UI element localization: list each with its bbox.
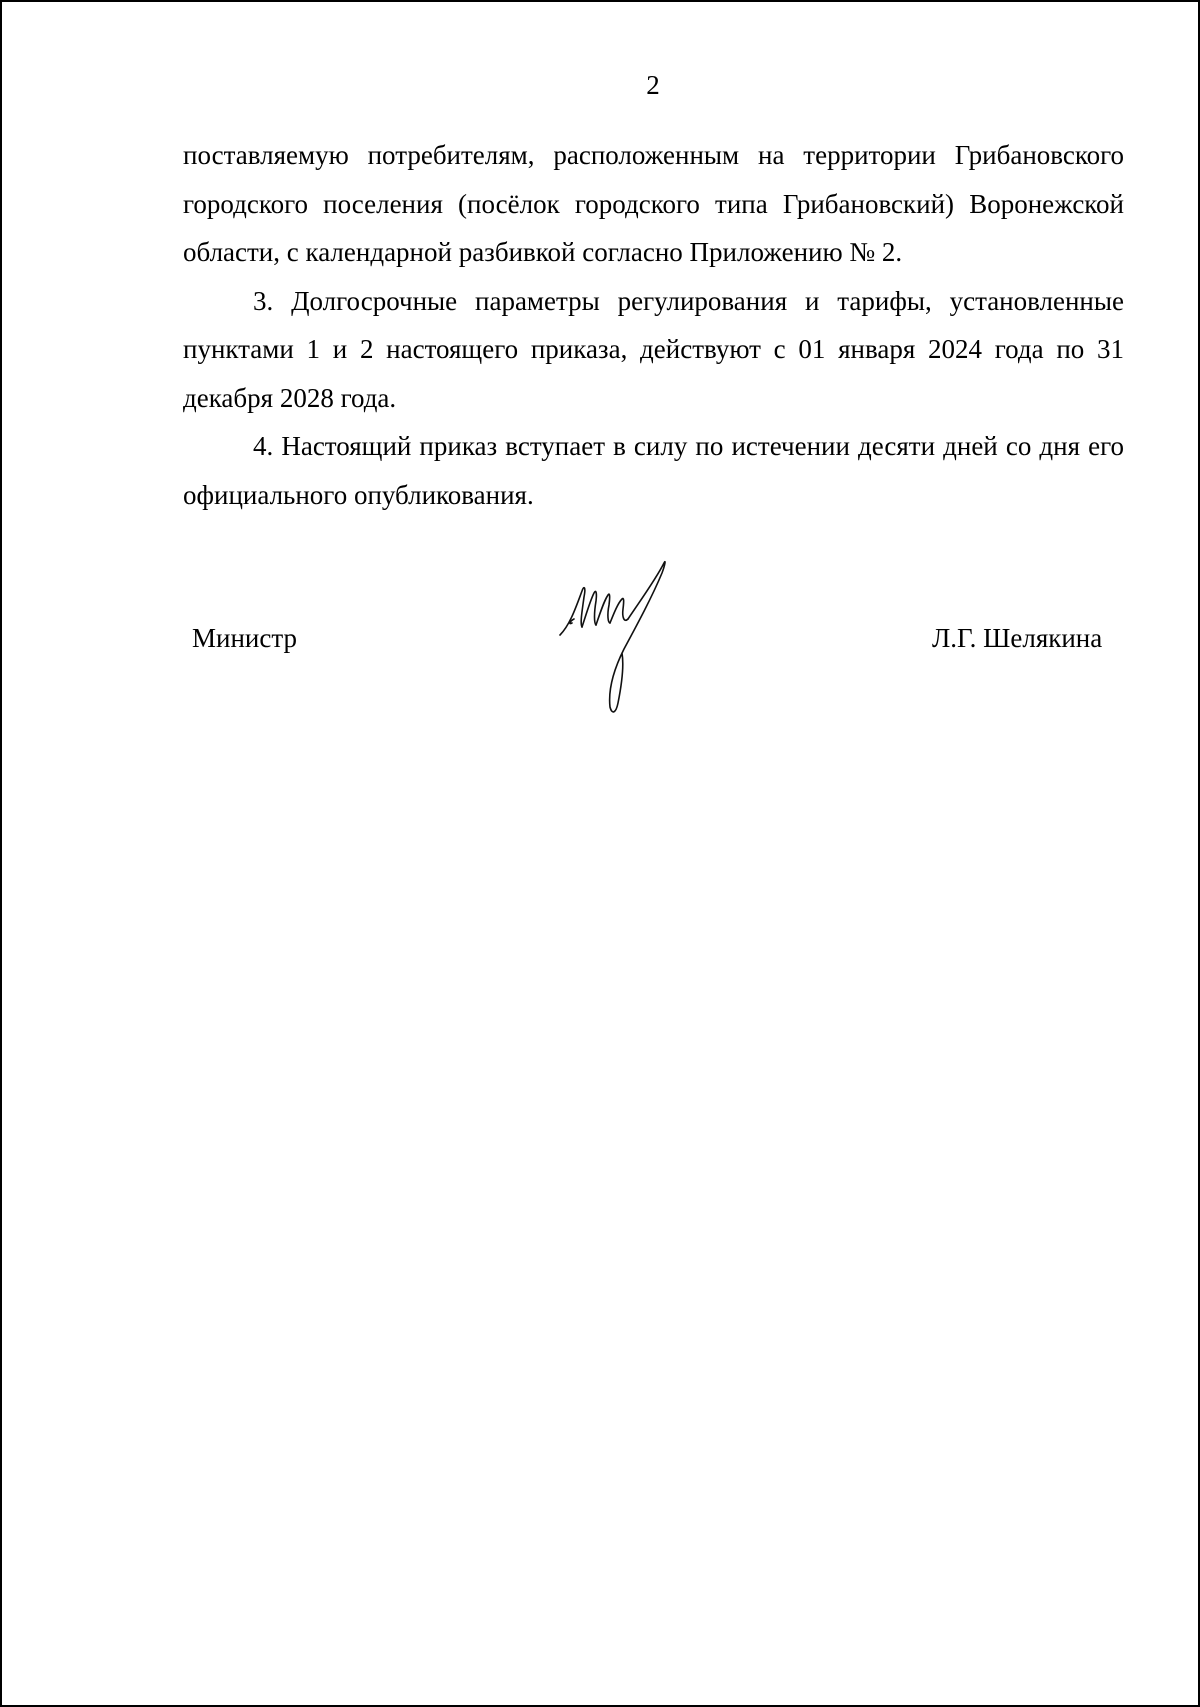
signatory-title: Министр <box>192 623 297 653</box>
page-number: 2 <box>646 70 660 100</box>
paragraph-item-3: 3. Долгосрочные параметры регулирования и тарифы, установленные пунктами 1 и 2 настоящего приказа, действуют с 01 января 2024 года по 31 декабря 2028 года. <box>183 285 1124 413</box>
paragraph-continuation: поставляемую потребителям, расположенным на территории Грибановского городского поселения (посёлок городского типа Грибановский) Воронежской области, с календарной разбивкой согласно Приложению № 2. <box>183 140 1124 267</box>
document-body <box>183 131 1124 519</box>
handwritten-signature <box>552 557 682 717</box>
paragraph-item-4: 4. Настоящий приказ вступает в силу по истечении десяти дней со дня его официального опубликования. <box>183 431 1124 510</box>
signatory-name: Л.Г. Шелякина <box>932 623 1103 653</box>
